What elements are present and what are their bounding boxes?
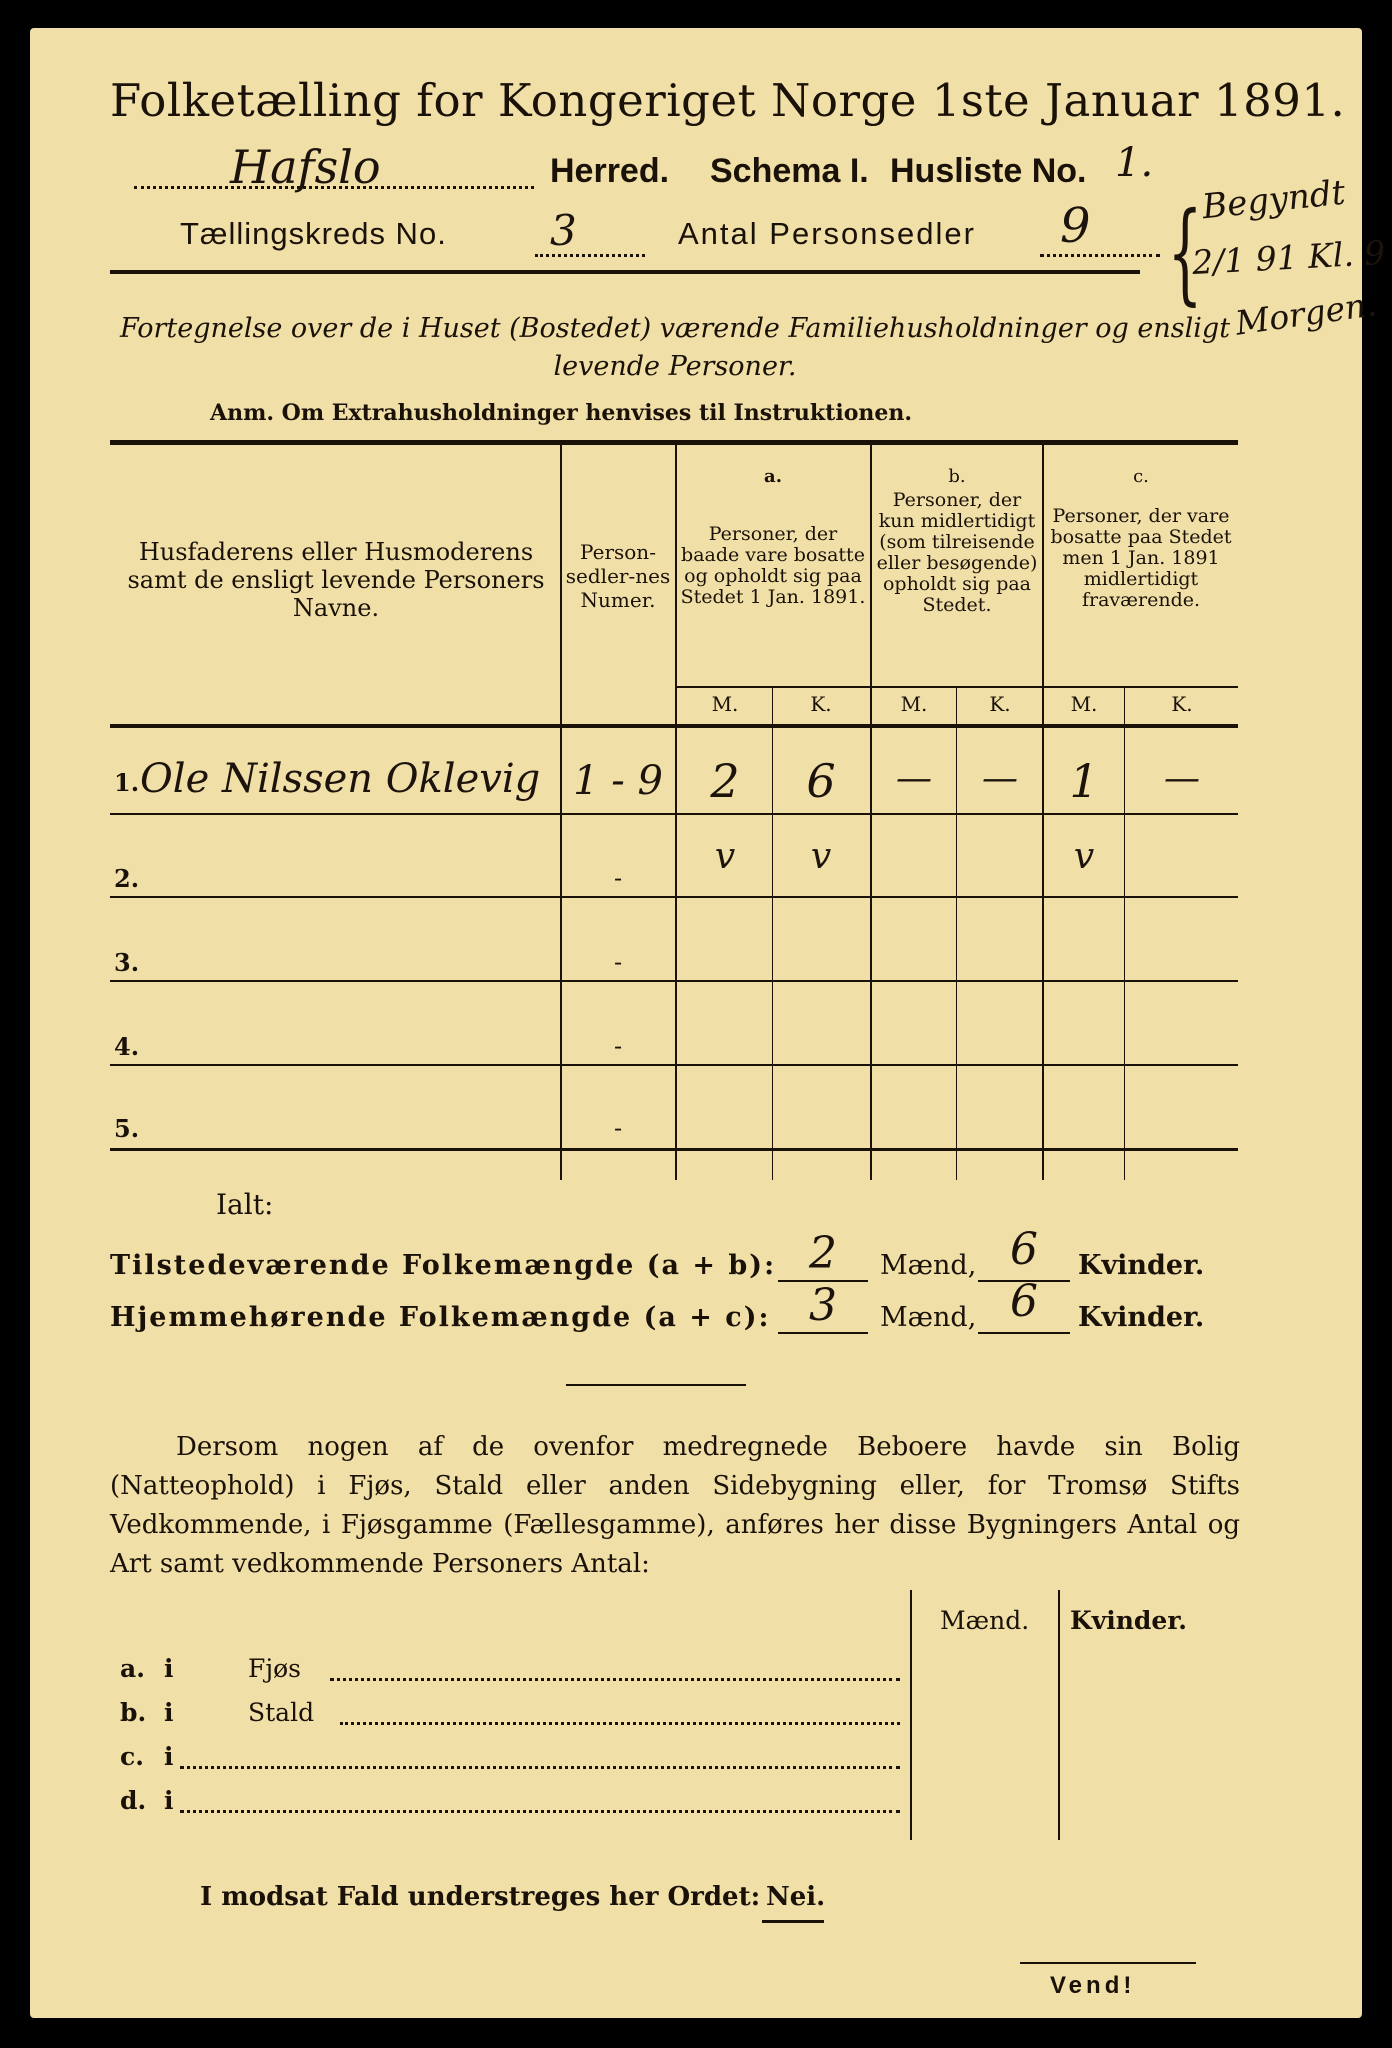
head-bottom-rule bbox=[110, 724, 1238, 728]
tilstede-m-value[interactable]: 2 bbox=[809, 1228, 837, 1279]
row-b-m[interactable]: — bbox=[896, 758, 932, 799]
tilstede-maend: Mænd, bbox=[880, 1250, 977, 1281]
row-number: 3. bbox=[114, 948, 140, 977]
row-num: - bbox=[613, 1032, 623, 1060]
col-divider-b bbox=[956, 688, 957, 1180]
hjemme-m-line bbox=[778, 1332, 868, 1334]
col-a-letter: a. bbox=[764, 466, 782, 487]
row-number: 1. bbox=[114, 768, 140, 797]
nei-underline bbox=[762, 1920, 824, 1923]
form-title: Folketælling for Kongeriget Norge 1ste Januar 1891. bbox=[110, 74, 1346, 127]
table-bottom-rule bbox=[110, 1148, 1238, 1151]
col-divider-c bbox=[1124, 688, 1125, 1180]
buildings-divider-2 bbox=[1058, 1590, 1060, 1840]
item-i: i bbox=[164, 1742, 174, 1771]
col-divider-a bbox=[772, 688, 773, 1180]
nei-word[interactable]: Nei. bbox=[766, 1882, 826, 1912]
husliste-value[interactable]: 1. bbox=[1115, 140, 1154, 186]
herred-value[interactable]: Hafslo bbox=[230, 140, 381, 194]
item-i: i bbox=[164, 1786, 174, 1815]
row-rule-1 bbox=[110, 813, 1238, 815]
item-label: Fjøs bbox=[248, 1654, 301, 1683]
hjemme-k-value[interactable]: 6 bbox=[1010, 1276, 1038, 1327]
hjemme-k-line bbox=[978, 1332, 1070, 1334]
item-dotline bbox=[330, 1678, 900, 1681]
row-num: - bbox=[613, 948, 623, 976]
col-c-letter: c. bbox=[1133, 466, 1149, 487]
margin-note-3: Morgen. bbox=[1232, 284, 1379, 343]
vend-text: Vend! bbox=[1050, 1972, 1136, 1999]
row-number: 2. bbox=[114, 864, 140, 893]
census-form bbox=[30, 28, 1387, 2018]
hjemme-kvinder: Kvinder. bbox=[1078, 1302, 1205, 1333]
personsedler-label: Antal Personsedler bbox=[678, 216, 976, 251]
col-num-header: Person-sedler-nes Numer. bbox=[565, 540, 671, 612]
personsedler-value[interactable]: 9 bbox=[1060, 198, 1091, 254]
col-b-header: Personer, der kun midlertidigt (som tilreisende eller besøgende) opholdt sig paa Stedet. bbox=[876, 489, 1038, 616]
row-number: 5. bbox=[114, 1114, 140, 1143]
item-dotline bbox=[340, 1722, 900, 1725]
separator-rule bbox=[566, 1384, 746, 1386]
col-b-m: M. bbox=[900, 692, 928, 716]
row-rule-4 bbox=[110, 1064, 1238, 1066]
margin-note-1: Begyndt bbox=[1200, 172, 1348, 228]
row-c-k[interactable]: — bbox=[1164, 758, 1200, 799]
buildings-kvinder-header: Kvinder. bbox=[1070, 1606, 1187, 1635]
hjemme-maend: Mænd, bbox=[880, 1302, 977, 1333]
item-letter: b. bbox=[120, 1698, 147, 1727]
item-label: Stald bbox=[248, 1698, 315, 1727]
row-a-m[interactable]: v bbox=[714, 836, 736, 877]
kreds-value[interactable]: 3 bbox=[550, 206, 577, 255]
row-a-m[interactable]: 2 bbox=[710, 754, 740, 808]
col-a-m: M. bbox=[711, 692, 739, 716]
col-a-k: K. bbox=[810, 692, 832, 716]
item-dotline bbox=[180, 1810, 900, 1813]
col-a-header: Personer, der baade vare bosatte og opholdt sig paa Stedet 1 Jan. 1891. bbox=[680, 523, 866, 608]
subtitle: Fortegnelse over de i Huset (Bostedet) værende Familiehusholdninger og ensligt levende Personer. bbox=[119, 313, 1231, 382]
col-b-letter: b. bbox=[948, 466, 966, 487]
hjemme-label: Hjemmehørende Folkemængde (a + c): bbox=[110, 1302, 771, 1333]
tilstede-k-value[interactable]: 6 bbox=[1010, 1224, 1038, 1275]
hjemme-m-value[interactable]: 3 bbox=[809, 1280, 837, 1331]
item-letter: c. bbox=[120, 1742, 144, 1771]
buildings-divider-1 bbox=[910, 1590, 912, 1840]
item-i: i bbox=[164, 1654, 174, 1683]
item-i: i bbox=[164, 1698, 174, 1727]
col-c-m: M. bbox=[1070, 692, 1098, 716]
row-a-k[interactable]: 6 bbox=[806, 754, 836, 808]
col-c-k: K. bbox=[1171, 692, 1193, 716]
herred-label: Herred. bbox=[550, 152, 670, 190]
buildings-paragraph: Dersom nogen af de ovenfor medregnede Beboere havde sin Bolig (Natteophold) i Fjøs, Stald eller anden Sidebygning eller, for Tromsø Stifts Vedkommende, i Fjøsgamme (Fællesgamme), anføres her disse Bygningers Antal og Art samt vedkommende Personers Antal: bbox=[110, 1432, 1240, 1579]
modsat-text: I modsat Fald understreges her Ordet: bbox=[200, 1882, 761, 1912]
row-num[interactable]: 1 - 9 bbox=[573, 758, 663, 804]
row-number: 4. bbox=[114, 1032, 140, 1061]
header-rule bbox=[110, 270, 1140, 274]
row-c-m[interactable]: v bbox=[1073, 836, 1095, 877]
row-num: - bbox=[613, 864, 623, 892]
margin-brace: { bbox=[1167, 188, 1203, 316]
col-b-k: K. bbox=[989, 692, 1011, 716]
item-letter: d. bbox=[120, 1786, 147, 1815]
row-a-k[interactable]: v bbox=[810, 836, 832, 877]
table-top-rule bbox=[110, 440, 1238, 445]
schema-label: Schema I. bbox=[710, 152, 869, 190]
tilstede-label: Tilstedeværende Folkemængde (a + b): bbox=[110, 1250, 777, 1281]
buildings-maend-header: Mænd. bbox=[940, 1606, 1030, 1635]
row-b-k[interactable]: — bbox=[982, 758, 1018, 799]
row-name[interactable]: Ole Nilssen Oklevig bbox=[140, 756, 541, 802]
ialt-label: Ialt: bbox=[216, 1188, 274, 1221]
personsedler-dotline bbox=[1040, 254, 1160, 257]
vend-rule bbox=[1020, 1962, 1196, 1964]
mk-rule bbox=[675, 686, 1238, 688]
note: Anm. Om Extrahusholdninger henvises til Instruktionen. bbox=[210, 400, 913, 426]
row-rule-2 bbox=[110, 896, 1238, 898]
item-dotline bbox=[180, 1766, 900, 1769]
tilstede-kvinder: Kvinder. bbox=[1078, 1250, 1205, 1281]
col-name-header: Husfaderens eller Husmoderens samt de ensligt levende Personers Navne. bbox=[127, 538, 545, 622]
kreds-label: Tællingskreds No. bbox=[180, 216, 447, 251]
row-c-m[interactable]: 1 bbox=[1069, 754, 1099, 808]
husliste-label: Husliste No. bbox=[890, 152, 1087, 190]
col-c-header: Personer, der vare bosatte paa Stedet men 1 Jan. 1891 midlertidigt fraværende. bbox=[1050, 505, 1232, 611]
margin-note-2: 2/1 91 Kl. 9 bbox=[1191, 232, 1387, 283]
row-num: - bbox=[613, 1114, 623, 1142]
item-letter: a. bbox=[120, 1654, 145, 1683]
row-rule-3 bbox=[110, 980, 1238, 982]
